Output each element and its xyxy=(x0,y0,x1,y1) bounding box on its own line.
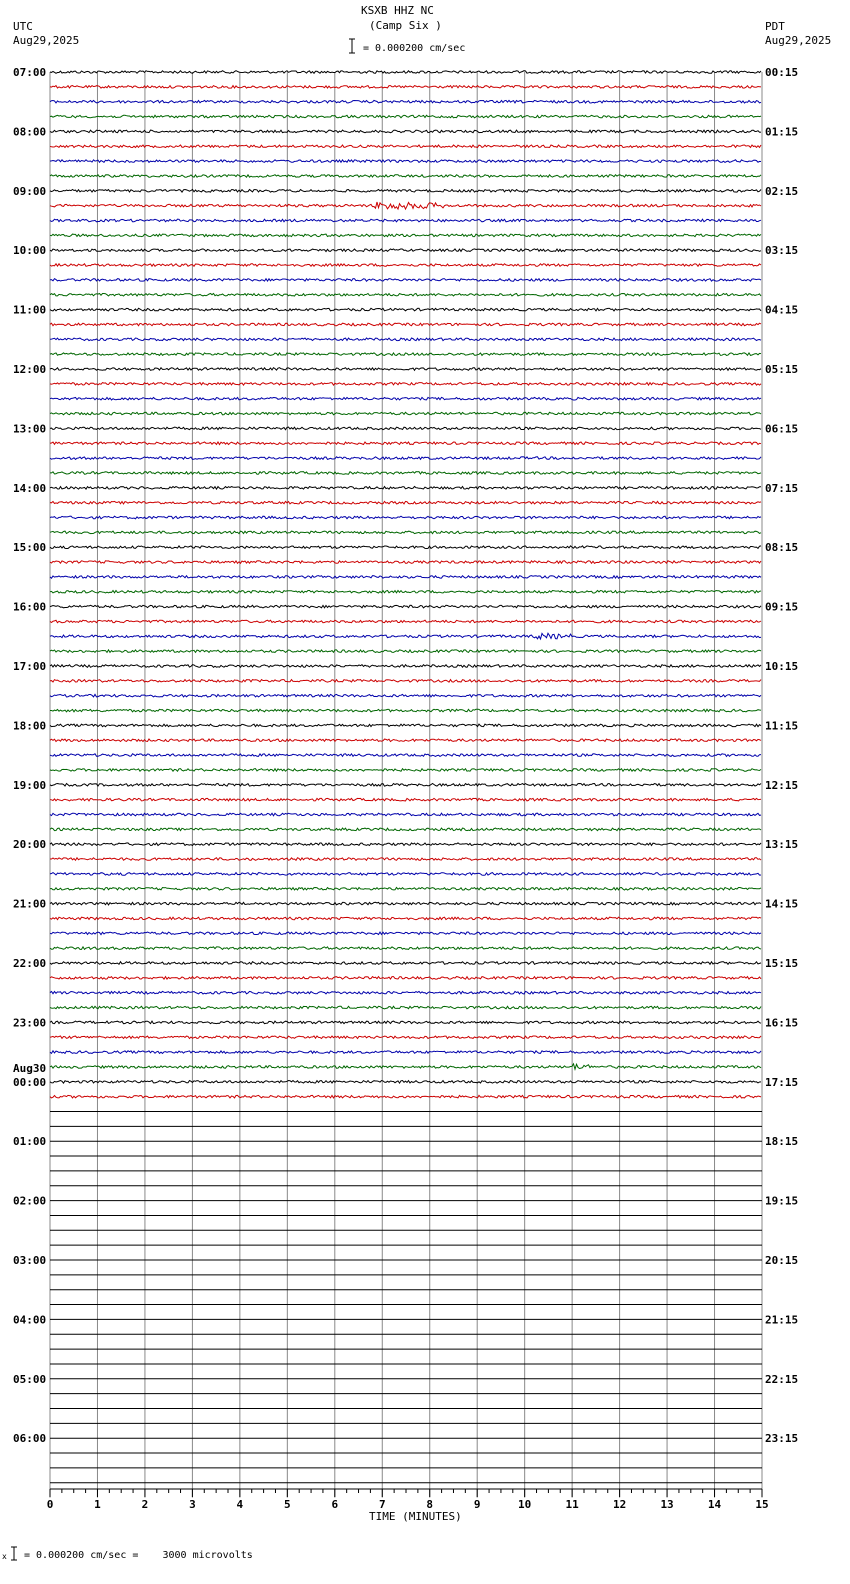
trace-line xyxy=(50,739,761,742)
trace-line xyxy=(50,145,761,148)
trace-line xyxy=(50,487,761,490)
pdt-hour-label: 22:15 xyxy=(765,1372,799,1386)
trace-line xyxy=(50,561,761,564)
trace-line xyxy=(50,828,761,831)
trace-line xyxy=(50,516,761,519)
x-tick-label: 14 xyxy=(707,1498,722,1511)
trace-line xyxy=(50,1021,761,1024)
trace-line xyxy=(50,917,761,920)
trace-line xyxy=(50,160,761,163)
utc-hour-label: 00:00 xyxy=(13,1075,47,1089)
trace-line xyxy=(50,294,761,297)
utc-hour-label: 17:00 xyxy=(13,660,47,673)
trace-line xyxy=(50,576,761,579)
trace-line xyxy=(50,605,761,608)
svg-text:x: x xyxy=(2,1552,7,1561)
pdt-hour-label: 12:15 xyxy=(765,778,799,792)
pdt-hour-label: 07:15 xyxy=(765,481,799,495)
x-tick-label: 1 xyxy=(94,1498,101,1511)
trace-line xyxy=(50,308,761,311)
utc-hour-label: 03:00 xyxy=(13,1254,47,1267)
trace-line xyxy=(50,902,761,905)
pdt-hour-label: 00:15 xyxy=(765,66,799,79)
pdt-hour-label: 09:15 xyxy=(765,600,799,614)
trace-line xyxy=(50,680,761,683)
x-tick-label: 15 xyxy=(755,1498,769,1511)
pdt-hour-label: 11:15 xyxy=(765,719,799,733)
station-title: KSXB HHZ NC xyxy=(361,4,434,17)
utc-hour-label: 19:00 xyxy=(13,778,47,792)
pdt-hour-label: 18:15 xyxy=(765,1135,799,1149)
date-change-label: Aug30 xyxy=(13,1061,47,1075)
utc-hour-label: 07:00 xyxy=(13,66,47,79)
trace-line xyxy=(50,353,761,356)
trace-line xyxy=(50,71,761,74)
x-axis xyxy=(47,1489,769,1511)
trace-line xyxy=(50,858,761,861)
trace-line xyxy=(50,202,761,209)
trace-line xyxy=(50,323,761,326)
trace-line xyxy=(50,633,761,639)
trace-line xyxy=(50,709,761,712)
x-tick-label: 0 xyxy=(46,1498,54,1511)
trace-line xyxy=(50,873,761,876)
x-tick-label: 3 xyxy=(189,1498,196,1511)
utc-hour-label: 22:00 xyxy=(13,957,47,970)
utc-hour-label: 12:00 xyxy=(13,363,47,376)
trace-line xyxy=(50,338,761,341)
trace-line xyxy=(50,1006,761,1009)
pdt-hour-label: 21:15 xyxy=(765,1313,799,1327)
right-timezone-label: PDT xyxy=(765,20,785,33)
station-location: (Camp Six ) xyxy=(369,19,442,32)
trace-line xyxy=(50,234,761,237)
scale-bar-icon xyxy=(349,39,355,53)
trace-line xyxy=(50,86,761,89)
trace-line xyxy=(50,264,761,267)
x-tick-label: 11 xyxy=(565,1498,579,1511)
trace-line xyxy=(50,368,761,371)
utc-hour-label: 15:00 xyxy=(13,541,47,555)
x-tick-label: 13 xyxy=(660,1498,674,1511)
trace-line xyxy=(50,784,761,787)
pdt-hour-label: 15:15 xyxy=(765,957,799,970)
trace-line xyxy=(50,754,761,757)
utc-hour-label: 11:00 xyxy=(13,303,47,317)
pdt-hour-label: 06:15 xyxy=(765,422,799,436)
pdt-hour-label: 03:15 xyxy=(765,244,799,258)
trace-line xyxy=(50,798,761,801)
trace-line xyxy=(50,383,761,386)
trace-line xyxy=(50,249,761,252)
scale-text: = 0.000200 cm/sec xyxy=(363,43,466,54)
trace-line xyxy=(50,888,761,891)
trace-line xyxy=(50,591,761,594)
trace-line xyxy=(50,531,761,534)
trace-line xyxy=(50,1036,761,1039)
trace-line xyxy=(50,442,761,445)
utc-hour-label: 10:00 xyxy=(13,244,47,258)
trace-line xyxy=(50,620,761,623)
pdt-hour-label: 01:15 xyxy=(765,125,799,139)
trace-line xyxy=(50,650,761,653)
utc-hour-label: 20:00 xyxy=(13,838,47,852)
trace-line xyxy=(50,665,761,668)
trace-line xyxy=(50,427,761,430)
trace-line xyxy=(50,991,761,994)
trace-line xyxy=(50,977,761,980)
trace-line xyxy=(50,175,761,178)
trace-line xyxy=(50,724,761,727)
x-tick-label: 8 xyxy=(426,1498,434,1511)
right-date-label: Aug29,2025 xyxy=(765,34,832,47)
trace-line xyxy=(50,1064,761,1069)
pdt-hour-label: 02:15 xyxy=(765,184,799,198)
trace-line xyxy=(50,932,761,935)
x-tick-label: 10 xyxy=(518,1498,532,1511)
trace-line xyxy=(50,962,761,965)
utc-hour-label: 14:00 xyxy=(13,481,47,495)
trace-line xyxy=(50,546,761,549)
x-axis-title: TIME (MINUTES) xyxy=(369,1510,462,1523)
trace-line xyxy=(50,472,761,475)
trace-line xyxy=(50,219,761,222)
footer-scale-text: = 0.000200 cm/sec = 3000 microvolts xyxy=(24,1550,253,1561)
pdt-hour-label: 20:15 xyxy=(765,1254,799,1267)
trace-line xyxy=(50,100,761,103)
trace-line xyxy=(50,769,761,772)
trace-line xyxy=(50,115,761,118)
trace-line xyxy=(50,1051,761,1054)
trace-line xyxy=(50,1081,761,1084)
utc-hour-label: 21:00 xyxy=(13,897,47,911)
pdt-hour-label: 05:15 xyxy=(765,363,799,376)
utc-hour-label: 06:00 xyxy=(13,1432,47,1446)
trace-line xyxy=(50,279,761,282)
pdt-hour-label: 10:15 xyxy=(765,660,799,673)
utc-hour-label: 01:00 xyxy=(13,1135,47,1149)
pdt-hour-label: 04:15 xyxy=(765,303,799,317)
x-tick-label: 12 xyxy=(612,1498,627,1511)
footer-scale-icon xyxy=(2,1547,17,1561)
utc-hour-label: 04:00 xyxy=(13,1313,47,1327)
x-tick-label: 7 xyxy=(378,1498,386,1511)
trace-group xyxy=(50,71,762,1483)
left-date-label: Aug29,2025 xyxy=(13,34,80,47)
pdt-hour-label: 16:15 xyxy=(765,1016,799,1030)
trace-line xyxy=(50,130,761,133)
utc-hour-label: 16:00 xyxy=(13,600,47,614)
utc-hour-label: 13:00 xyxy=(13,422,47,436)
utc-hour-label: 18:00 xyxy=(13,719,47,733)
utc-hour-label: 02:00 xyxy=(13,1194,47,1208)
pdt-hour-label: 08:15 xyxy=(765,541,799,555)
trace-line xyxy=(50,694,761,697)
utc-hour-label: 05:00 xyxy=(13,1372,47,1386)
utc-hour-label: 23:00 xyxy=(13,1016,47,1030)
trace-line xyxy=(50,397,761,400)
pdt-hour-label: 13:15 xyxy=(765,838,799,852)
trace-line xyxy=(50,1095,761,1098)
trace-line xyxy=(50,501,761,504)
pdt-hour-label: 23:15 xyxy=(765,1432,799,1446)
x-tick-label: 6 xyxy=(331,1498,339,1511)
trace-line xyxy=(50,947,761,950)
trace-line xyxy=(50,457,761,460)
x-tick-label: 5 xyxy=(284,1498,291,1511)
pdt-hour-label: 14:15 xyxy=(765,897,799,911)
x-tick-label: 2 xyxy=(141,1498,149,1511)
utc-hour-label: 08:00 xyxy=(13,125,47,139)
trace-line xyxy=(50,190,761,193)
left-timezone-label: UTC xyxy=(13,20,33,33)
trace-line xyxy=(50,412,761,415)
utc-hour-label: 09:00 xyxy=(13,184,47,198)
trace-line xyxy=(50,813,761,816)
trace-line xyxy=(50,843,761,846)
x-tick-label: 4 xyxy=(236,1498,244,1511)
pdt-hour-label: 17:15 xyxy=(765,1075,799,1089)
x-tick-label: 9 xyxy=(473,1498,481,1511)
pdt-hour-label: 19:15 xyxy=(765,1194,799,1208)
